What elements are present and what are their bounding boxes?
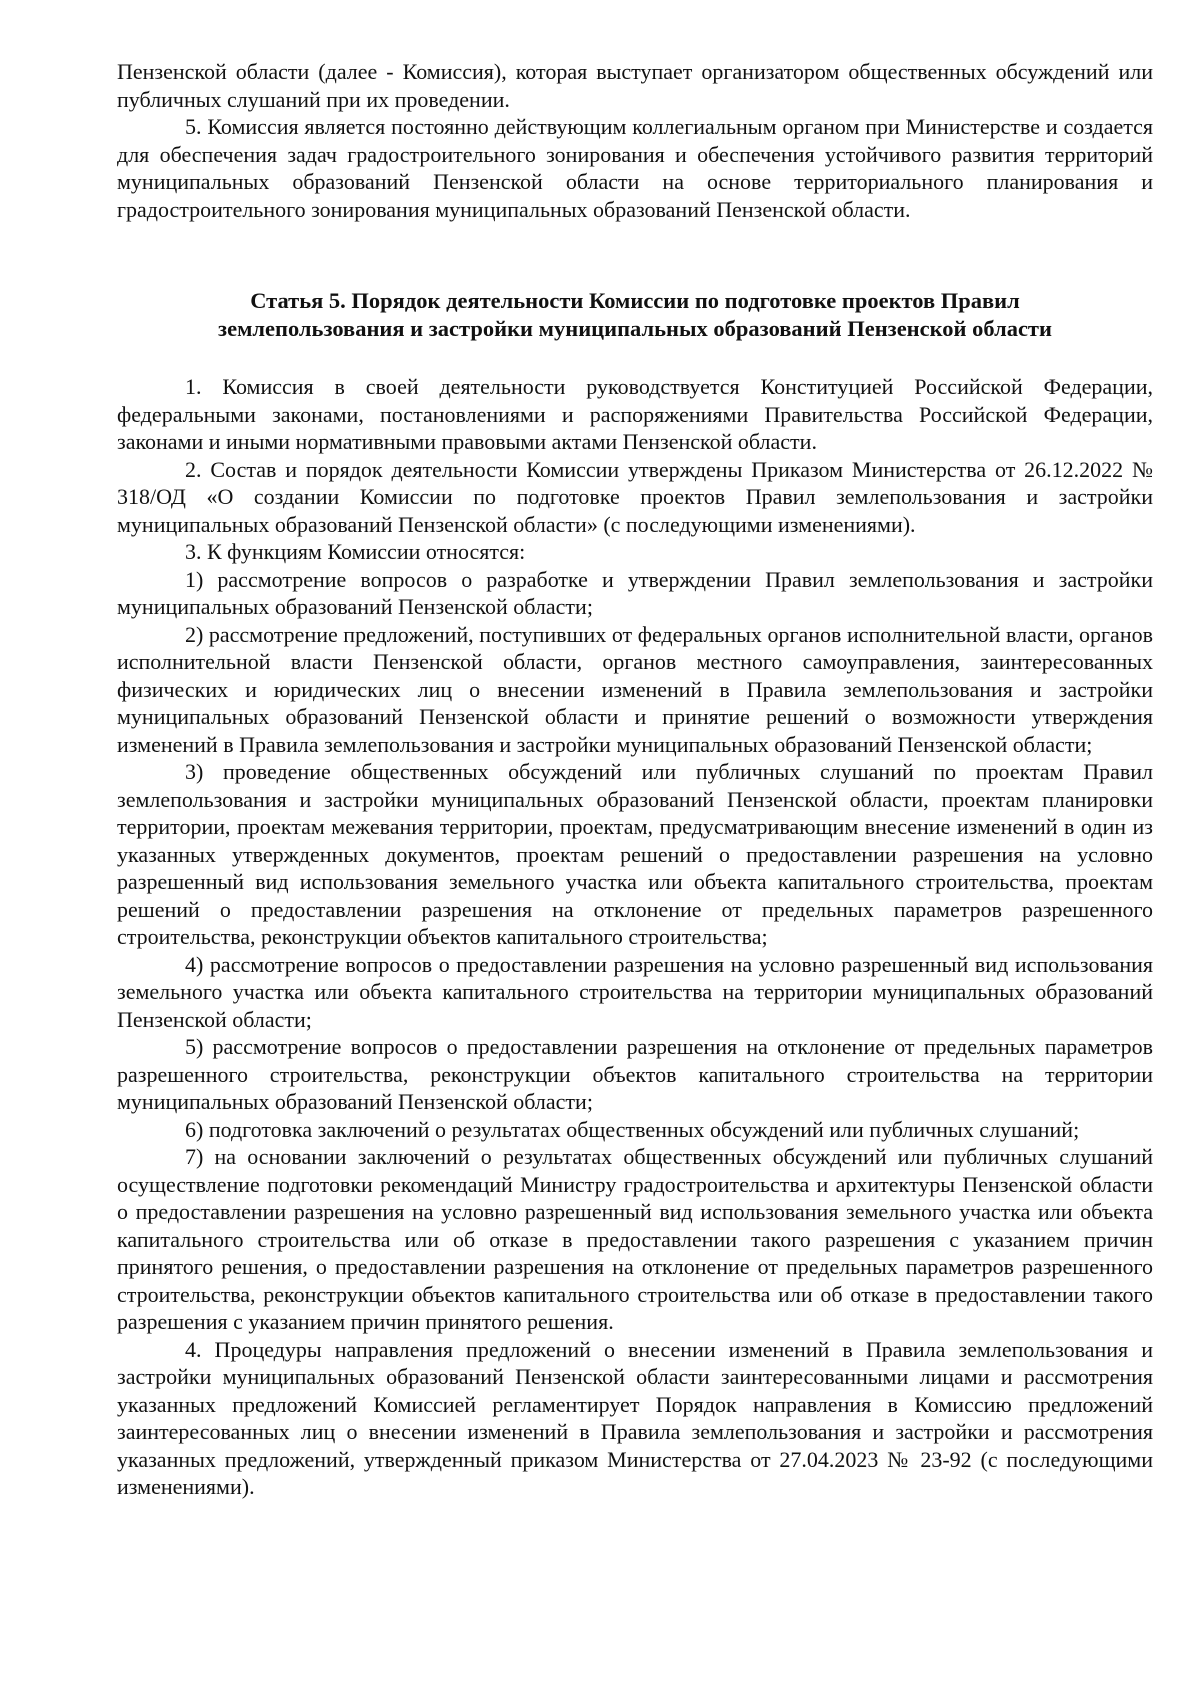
function-item-6: 6) подготовка заключений о результатах общественных обсуждений или публичных слушаний;: [185, 1116, 1080, 1142]
section-spacer: [117, 223, 1153, 287]
function-item-2: 2) рассмотрение предложений, поступивших от федеральных органов исполнительной власти, органов исполнительной власти Пензенской области, органов местного самоуправления, заинтересованных физических и юридических лиц о внесении изменений в Правила землепользования и застройки муниципальных образований Пензенской области и принятие решений о возможности утверждения изменений в Правила землепользования и застройки муниципальных образований Пензенской области;: [117, 621, 1153, 757]
function-item-5: 5) рассмотрение вопросов о предоставлении разрешения на отклонение от предельных параметров разрешенного строительства, реконструкции объектов капитального строительства на территории муниципальных образований Пензенской области;: [117, 1034, 1153, 1114]
heading-spacer: [117, 343, 1153, 373]
article-heading: [117, 287, 1153, 343]
paragraph-item-5: 5. Комиссия является постоянно действующим коллегиальным органом при Министерстве и создается для обеспечения задач градостроительного зонирования и обеспечения устойчивого развития территорий муниципальных образований Пензенской области на основе территориального планирования и градостроительного зонирования муниципальных образований Пензенской области.: [117, 114, 1153, 222]
article-paragraph-3: 3. К функциям Комиссии относятся:: [185, 539, 526, 564]
function-item-4: 4) рассмотрение вопросов о предоставлении разрешения на условно разрешенный вид использования земельного участка или объекта капитального строительства на территории муниципальных образований Пензенской области;: [117, 951, 1153, 1032]
article-heading-line-2: землепользования и застройки муниципальных образований Пензенской области: [218, 316, 1052, 341]
paragraph-continuation: Пензенской области (далее - Комиссия), которая выступает организатором общественных обсуждений или публичных слушаний при их проведении.: [117, 59, 1153, 112]
article-paragraph-2: 2. Состав и порядок деятельности Комиссии утверждены Приказом Министерства от 26.12.2022 № 318/ОД «О создании Комиссии по подготовке проектов Правил землепользования и застройки муниципальных образований Пензенской области» (с последующими изменениями).: [117, 456, 1153, 537]
document-page: [117, 58, 1153, 1501]
function-item-3: 3) проведение общественных обсуждений или публичных слушаний по проектам Правил землепользования и застройки муниципальных образований Пензенской области, проектам планировки территории, проектам межевания территории, проектам, предусматривающим внесение изменений в один из указанных утвержденных документов, проектам решений о предоставлении разрешения на условно разрешенный вид использования земельного участка или объекта капитального строительства, проектам решений о предоставлении разрешения на отклонение от предельных параметров разрешенного строительства, реконструкции объектов капитального строительства;: [117, 759, 1153, 949]
article-heading-line-1: Статья 5. Порядок деятельности Комиссии по подготовке проектов Правил: [250, 288, 1020, 313]
function-item-7: 7) на основании заключений о результатах общественных обсуждений или публичных слушаний осуществление подготовки рекомендаций Министру градостроительства и архитектуры Пензенской области о предоставлении разрешения на условно разрешенный вид использования земельного участка или объекта капитального строительства или об отказе в предоставлении такого разрешения с указанием причин принятого решения, о предоставлении разрешения на отклонение от предельных параметров разрешенного строительства, реконструкции объектов капитального строительства или об отказе в предоставлении такого разрешения с указанием причин принятого решения.: [117, 1144, 1153, 1334]
function-item-1: 1) рассмотрение вопросов о разработке и утверждении Правил землепользования и застройки муниципальных образований Пензенской области;: [117, 566, 1153, 619]
article-paragraph-4: 4. Процедуры направления предложений о внесении изменений в Правила землепользования и застройки муниципальных образований Пензенской области заинтересованными лицами и рассмотрения указанных предложений Комиссией регламентирует Порядок направления в Комиссию предложений заинтересованных лиц о внесении изменений в Правила землепользования и застройки и рассмотрения указанных предложений, утвержденный приказом Министерства от 27.04.2023 № 23-92 (с последующими изменениями).: [117, 1336, 1153, 1499]
article-paragraph-1: 1. Комиссия в своей деятельности руководствуется Конституцией Российской Федерации, федеральными законами, постановлениями и распоряжениями Правительства Российской Федерации, законами и иными нормативными правовыми актами Пензенской области.: [117, 374, 1153, 454]
